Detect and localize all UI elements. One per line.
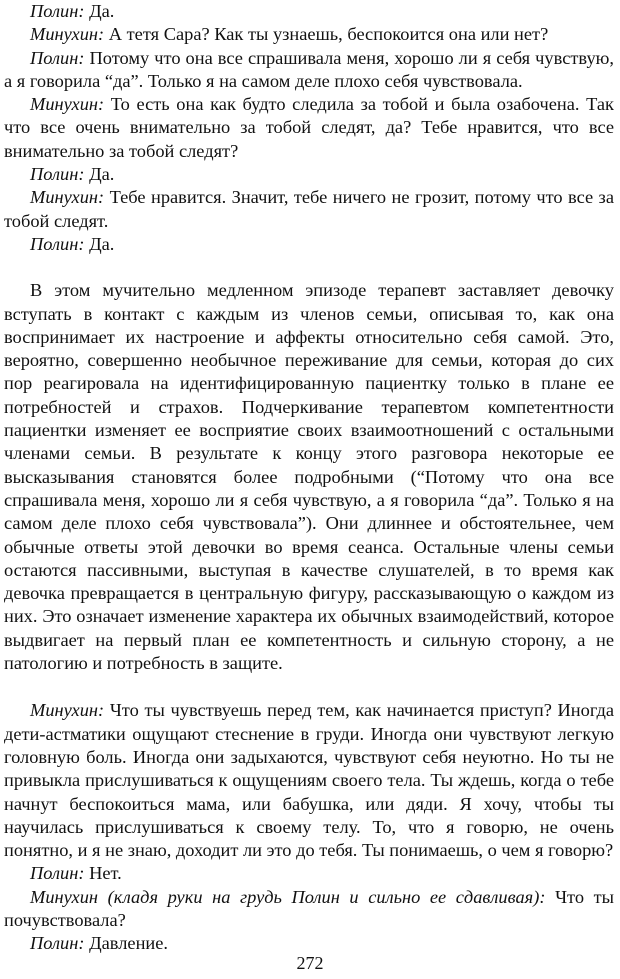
dialogue-block-2: [4, 699, 614, 955]
dialogue-line: [4, 47, 614, 94]
speaker-name: Полин:: [30, 233, 85, 254]
speaker-name: Полин:: [30, 1, 85, 21]
line-text: Да.: [84, 1, 115, 21]
dialogue-line: [4, 186, 614, 233]
dialogue-line: [4, 163, 614, 186]
line-text: То есть она как будто следила за тобой и была озабочена. Так что все очень внимательно за тобой следят, да? Тебе нравится, что все внимательно за тобой следят?: [4, 94, 614, 161]
dialogue-line: [4, 886, 614, 933]
line-text: А тетя Сара? Как ты узнаешь, беспокоится она или нет?: [104, 24, 549, 45]
speaker-name: Полин:: [30, 47, 85, 68]
line-text: Тебе нравится. Значит, тебе ничего не грозит, потому что все за тобой следят.: [4, 187, 614, 231]
line-text: Давление.: [84, 933, 169, 954]
dialogue-line: [4, 0, 614, 23]
dialogue-line: [4, 23, 614, 46]
paragraph-gap: [4, 675, 614, 699]
dialogue-line: [4, 862, 614, 885]
line-text: Нет.: [84, 863, 122, 884]
speaker-name: Минухин (кладя руки на грудь Полин и сильно ее сдавливая):: [30, 886, 546, 907]
speaker-name: Минухин:: [30, 94, 105, 115]
line-text: Что ты чувствуешь перед тем, как начинается приступ? Иногда дети-астматики ощущают стеснение в груди. Иногда они чувствуют легкую головную боль. Иногда они задыхаются, чувствуют себя неуютно. Но ты не привыкла прислушиваться к ощущениям своего тела. Ты ждешь, когда о тебе начнут беспокоиться мама, или бабушка, или дяди. Я хочу, чтобы ты научилась прислушиваться к своему телу. То, что я говорю, не очень понятно, и я не знаю, доходит ли это до тебя. Ты понимаешь, о чем я говорю?: [4, 700, 614, 861]
narrative-block: [4, 279, 614, 675]
speaker-name: Полин:: [30, 933, 85, 954]
line-text: Потому что она все спрашивала меня, хорошо ли я себя чувствую, а я говорила “да”. Только я на самом деле плохо себя чувствовала.: [4, 47, 614, 91]
line-text: Да.: [84, 233, 115, 254]
dialogue-line: [4, 699, 614, 862]
speaker-name: Минухин:: [30, 187, 105, 208]
speaker-name: Минухин:: [30, 24, 105, 45]
dialogue-line: [4, 93, 614, 163]
line-text: Что ты почувствовала?: [4, 886, 614, 930]
speaker-name: Полин:: [30, 863, 85, 884]
paragraph-gap: [4, 256, 614, 279]
dialogue-block-1: [4, 0, 614, 256]
speaker-name: Минухин:: [30, 700, 105, 721]
dialogue-line: [4, 233, 614, 256]
line-text: Да.: [84, 164, 115, 185]
speaker-name: Полин:: [30, 164, 85, 185]
page-number: 272: [296, 953, 324, 973]
narrative-paragraph: В этом мучительно медленном эпизоде терапевт заставляет девочку вступать в контакт с каждым из членов семьи, описывая то, как она воспринимает их настроение и аффекты относительно себя самой. Это, вероятно, совершенно необычное переживание для семьи, которая до сих пор реагировала на идентифицированную пациентку только в плане ее потребностей и страхов. Подчеркивание терапевтом компетентности пациентки изменяет ее восприятие своих взаимоотношений с остальными членами семьи. В результате к концу этого разговора некоторые ее высказывания становятся более подробными (“Потому что она все спрашивала меня, хорошо ли я себя чувствую, а я говорила “да”. Только я на самом деле плохо себя чувствовала”). Они длиннее и обстоятельнее, чем обычные ответы этой девочки во время сеанса. Остальные члены семьи остаются пассивными, выступая в качестве слушателей, в то время как девочка превращается в центральную фигуру, рассказывающую о каждом из них. Это означает изменение характера их обычных взаимодействий, которое выдвигает на первый план ее компетентность и сильную сторону, а не патологию и потребность в защите.: [4, 280, 614, 674]
